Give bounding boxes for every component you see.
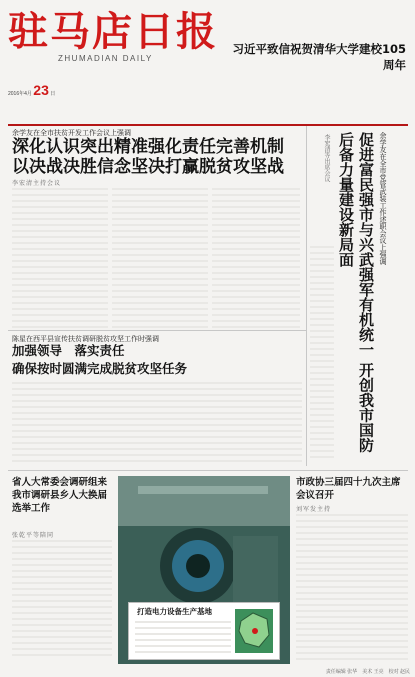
masthead-rule: [8, 124, 408, 126]
photo-caption-body: [135, 621, 231, 655]
second-rule: [8, 330, 306, 331]
bottom-left-body: [12, 540, 112, 660]
lead-headline-2: 以决战决胜信念坚决打赢脱贫攻坚战: [12, 157, 284, 177]
lead-body-col-1: [12, 188, 108, 328]
right-byline: 李宏清等出席会议: [323, 134, 330, 182]
county-map: [235, 609, 273, 653]
lead-body-col-2: [112, 188, 208, 328]
right-headline: 促进富民强市与兴武强军有机统一 开创我市国防后备力量建设新局面: [337, 132, 375, 453]
lead-kicker: 余学友在全市扶贫开发工作会议上强调: [12, 129, 131, 137]
lead-body-col-3: [212, 188, 300, 328]
bottom-left-headline: 省人大常委会调研组来我市调研县乡人大换届选举工作: [12, 477, 108, 514]
bottom-right-body: [296, 514, 408, 664]
second-body: [12, 382, 302, 466]
second-headline-2: 确保按时圆满完成脱贫攻坚任务: [12, 361, 188, 376]
bottom-right-byline: 刘军发主持: [296, 506, 332, 513]
date-year-month: 2016年4月: [8, 91, 32, 97]
right-body: [310, 246, 334, 462]
top-story-headline: 习近平致信祝贺清华大学建校105周年: [232, 42, 406, 72]
date-day: 23: [33, 82, 49, 98]
column-rule: [306, 126, 307, 466]
right-kicker: 余学友在全市党管武装工作述职会议上强调: [379, 132, 387, 265]
bottom-right-headline: 市政协三届四十九次主席会议召开: [296, 477, 401, 501]
dateline: [8, 82, 228, 98]
photo-caption-title: 打造电力设备生产基地: [137, 607, 212, 616]
photo-caption-box: [128, 602, 280, 660]
lead-headline-1: 深化认识突出精准强化责任完善机制: [12, 137, 284, 157]
factory-photo: [118, 476, 290, 664]
second-kicker: 陈星在西平县宣传扶贫调研脱贫攻坚工作时强调: [12, 335, 159, 343]
map-icon: [235, 609, 273, 653]
bottom-rule: [8, 470, 408, 471]
second-headline-1: 加强领导 落实责任: [12, 343, 125, 358]
date-weekday: 日: [50, 91, 56, 97]
masthead-english: ZHUMADIAN DAILY: [58, 54, 153, 63]
footer-credits: 责任编辑 张华 美术 王亮 校对 赵民: [325, 669, 410, 675]
bottom-left-byline: 张乾平等陪同: [12, 532, 55, 539]
top-story-body: [226, 64, 406, 124]
masthead: [8, 10, 223, 63]
lead-byline: 李宏清主持会议: [12, 180, 62, 187]
masthead-title: 驻马店日报: [8, 8, 218, 55]
